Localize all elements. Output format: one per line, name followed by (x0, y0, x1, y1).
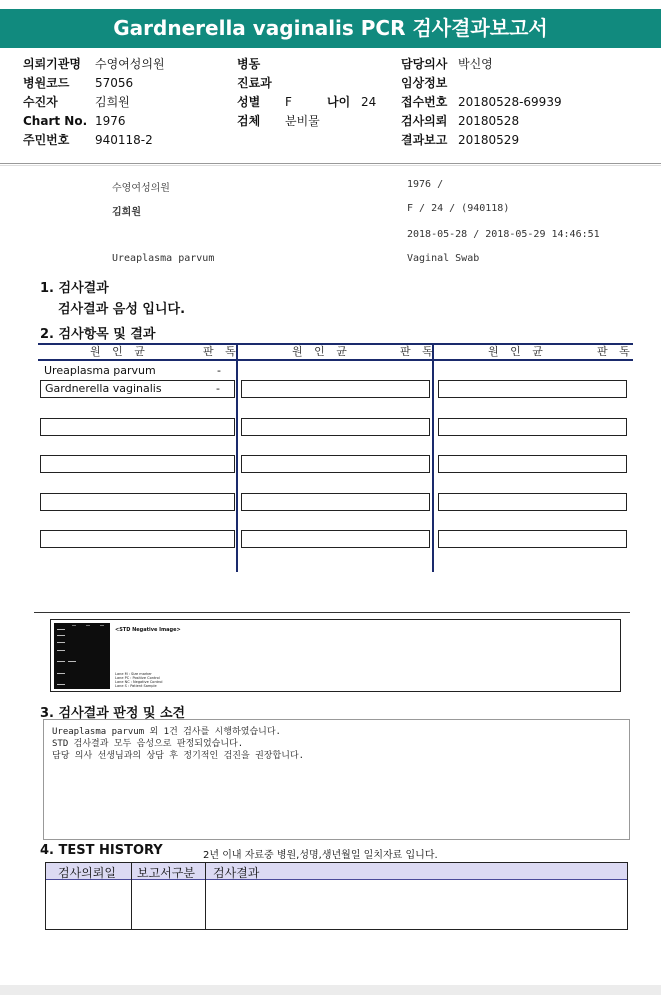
gel-band (68, 661, 76, 662)
history-col-divider (205, 863, 206, 929)
gel-legend-item: Lane S : Patient Sample (115, 684, 157, 688)
header-specimen: 검체 분비물 (237, 114, 320, 128)
result-row (40, 362, 235, 380)
header-department: 진료과 (237, 76, 272, 90)
interpretation-line: STD 검사결과 모두 음성으로 판정되었습니다. (52, 739, 244, 749)
summary-sex-age: F / 24 / (940118) (407, 203, 510, 214)
empty-result-cell (438, 530, 627, 548)
empty-result-cell (438, 493, 627, 511)
history-col-report-type: 보고서구분 (137, 866, 195, 880)
empty-result-cell (241, 380, 430, 398)
history-col-request-date: 검사의뢰일 (58, 866, 116, 880)
header-request-date: 검사의뢰 20180528 (401, 114, 520, 128)
gel-band (57, 629, 65, 630)
header-report-date: 결과보고 20180529 (401, 133, 520, 147)
report-title: Gardnerella vaginalis PCR 검사결과보고서 (0, 9, 661, 48)
section1-title: 1. 검사결과 (40, 281, 109, 296)
gel-band (57, 642, 65, 643)
header-sex: 성별 F (237, 95, 292, 109)
summary-chart: 1976 / (407, 179, 444, 190)
summary-clinic: 수영여성의원 (112, 183, 170, 194)
result-table-divider (236, 345, 238, 572)
empty-result-cell (40, 455, 235, 473)
header-divider-shadow (0, 165, 661, 166)
header-divider (0, 163, 661, 164)
result-table-divider (432, 345, 434, 572)
interpretation-line: Ureaplasma parvum 외 1건 검사를 시행하였습니다. (52, 727, 281, 737)
result-value: - (217, 364, 221, 377)
gel-well (72, 625, 76, 626)
gel-band (57, 661, 65, 662)
organism-name: Ureaplasma parvum (44, 364, 156, 377)
empty-result-cell (241, 418, 430, 436)
result-row (40, 380, 235, 398)
header-patient: 수진자 김희원 (23, 95, 130, 109)
interpretation-box (43, 719, 630, 840)
gel-band (57, 650, 65, 651)
gel-electrophoresis-image (54, 623, 110, 689)
page-footer-bar (0, 985, 661, 995)
section4-title: 4. TEST HISTORY (40, 843, 163, 858)
gel-band (57, 684, 65, 685)
section1-result-text: 검사결과 음성 입니다. (58, 302, 186, 317)
section-divider (34, 612, 630, 613)
history-col-result: 검사결과 (213, 866, 260, 880)
col-header-organism: 원 인 균 (90, 345, 149, 358)
col-header-result: 판 독 (400, 345, 437, 358)
col-header-result: 판 독 (597, 345, 634, 358)
empty-result-cell (438, 455, 627, 473)
gel-image-title: <STD Negative Image> (115, 627, 181, 633)
gel-well (100, 625, 104, 626)
gel-legend-item: Lane M : Size marker (115, 672, 152, 676)
col-header-organism: 원 인 균 (488, 345, 547, 358)
header-doctor: 담당의사 박신영 (401, 57, 493, 71)
gel-legend-item: Lane PC : Positive Control (115, 676, 160, 680)
empty-result-cell (438, 380, 627, 398)
history-table-header (46, 863, 627, 880)
history-col-divider (131, 863, 132, 929)
summary-specimen: Vaginal Swab (407, 253, 480, 264)
header-age: 나이 24 (327, 95, 377, 109)
empty-result-cell (40, 418, 235, 436)
summary-dates: 2018-05-28 / 2018-05-29 14:46:51 (407, 229, 600, 240)
col-header-result: 판 독 (203, 345, 240, 358)
header-chart-no: Chart No. 1976 (23, 114, 126, 128)
organism-name: Gardnerella vaginalis (45, 382, 162, 395)
header-clinic: 의뢰기관명 수영여성의원 (23, 57, 165, 71)
empty-result-cell (241, 493, 430, 511)
header-clinical-info: 임상정보 (401, 76, 448, 90)
gel-legend-item: Lane NC : Negative Control (115, 680, 163, 684)
gel-band (57, 673, 65, 674)
history-table (45, 862, 628, 930)
col-header-organism: 원 인 균 (292, 345, 351, 358)
empty-result-cell (40, 530, 235, 548)
summary-test-item: Ureaplasma parvum (112, 253, 215, 264)
header-ward: 병동 (237, 57, 261, 71)
section3-title: 3. 검사결과 판정 및 소견 (40, 706, 186, 721)
section2-title: 2. 검사항목 및 결과 (40, 327, 156, 342)
header-hospital-code: 병원코드 57056 (23, 76, 134, 90)
empty-result-cell (438, 418, 627, 436)
result-value: - (216, 382, 220, 395)
empty-result-cell (241, 530, 430, 548)
gel-well (86, 625, 90, 626)
empty-result-cell (40, 493, 235, 511)
summary-patient: 김희원 (112, 207, 141, 218)
history-note: 2년 이내 자료중 병원,성명,생년월일 일치자료 입니다. (203, 850, 438, 861)
empty-result-cell (241, 455, 430, 473)
result-table-header-border (38, 359, 633, 361)
header-receipt-no: 접수번호 20180528-69939 (401, 95, 562, 109)
header-resident-no: 주민번호 940118-2 (23, 133, 153, 147)
gel-band (57, 635, 65, 636)
interpretation-line: 담당 의사 선생님과의 상담 후 정기적인 검진을 권장합니다. (52, 751, 305, 761)
